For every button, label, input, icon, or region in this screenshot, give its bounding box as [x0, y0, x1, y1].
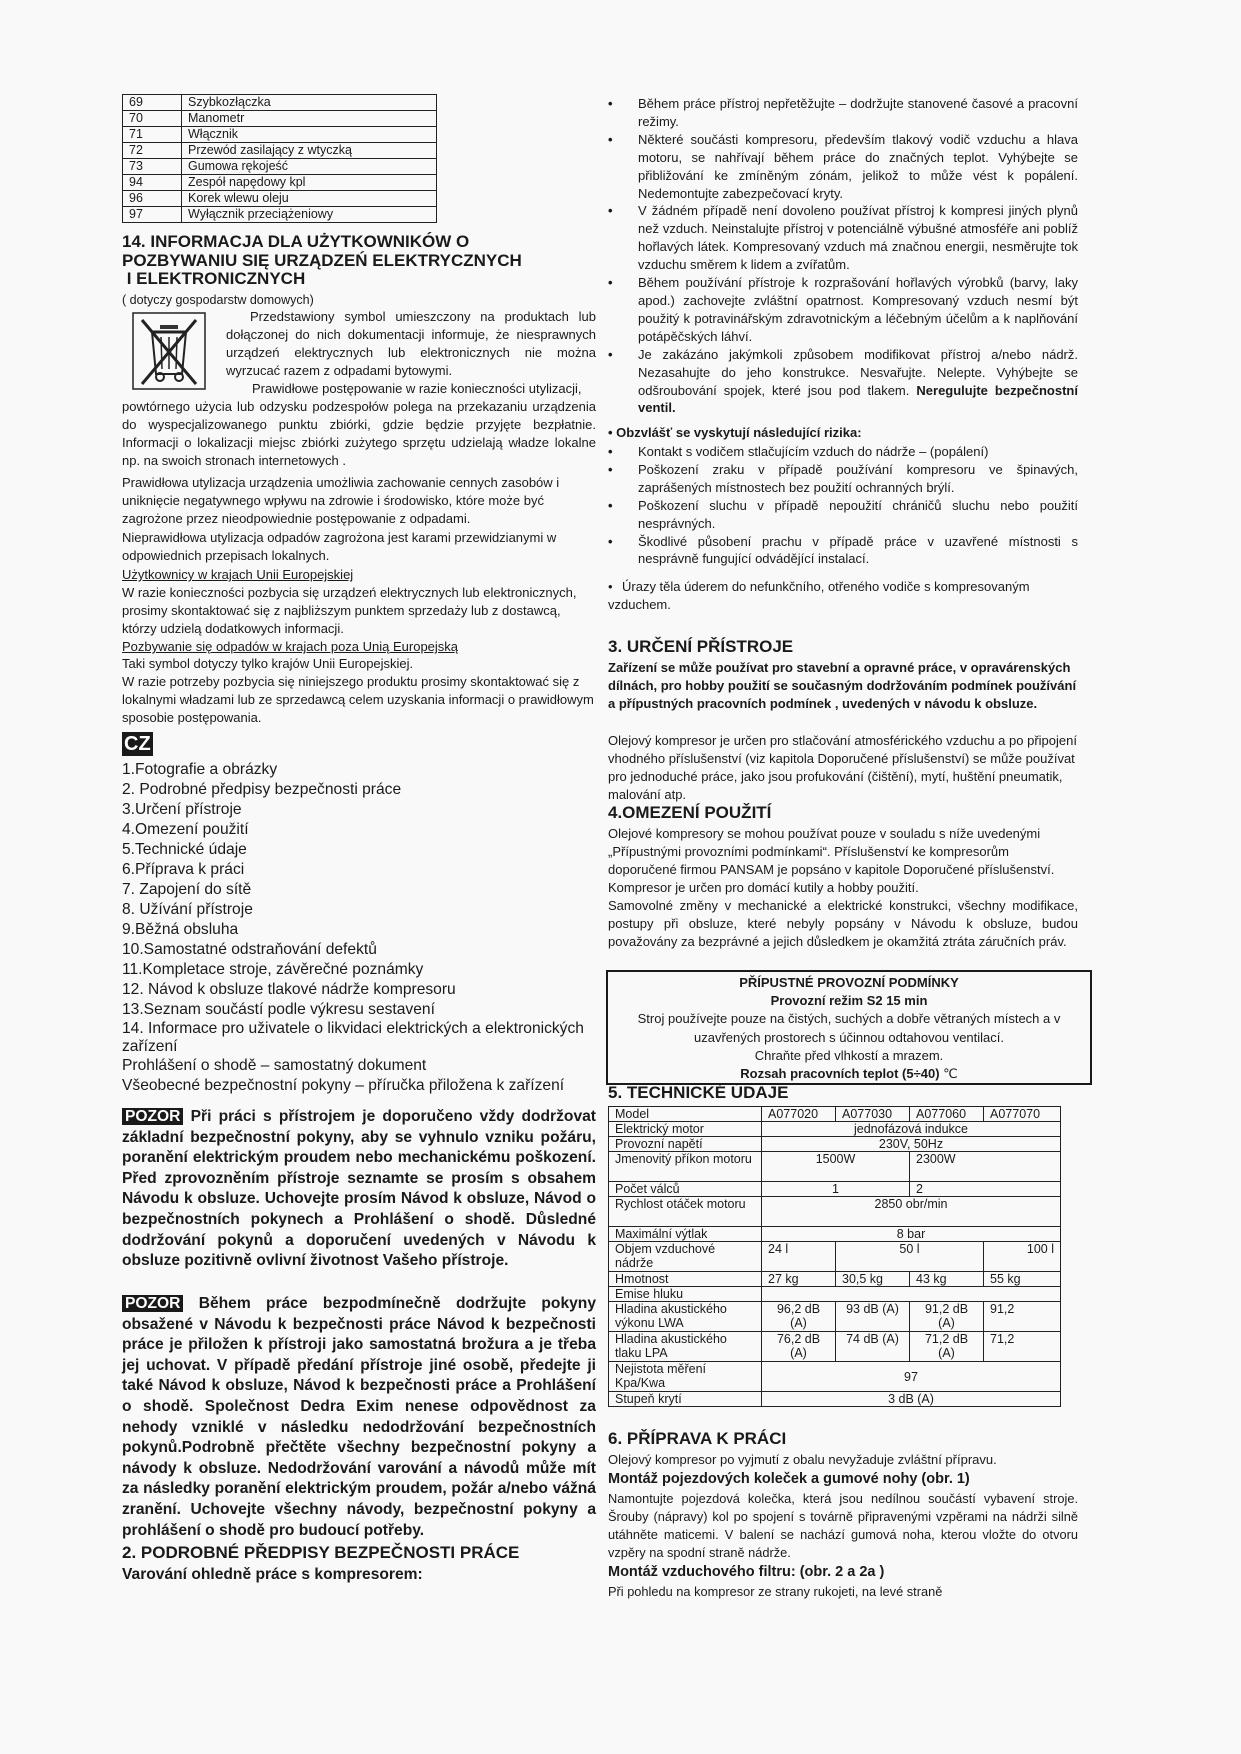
table-row [123, 159, 437, 175]
risk-bullets [608, 443, 1078, 568]
table-row [123, 175, 437, 191]
list-item: • V žádném případě není dovoleno používat přístroj k kompresi jiných plynů než vzduch. Neinstalujte přístroj v potenciálně výbušné atmosféře ani poblíž hořlavých látek. Kompresovaný vzduch má značnou energii, nesměrujte tok vzduchu směrem k lidem a zvířatům. [608, 202, 1078, 274]
sec6-sub2: Montáž vzduchového filtru: (obr. 2 a 2a ) [608, 1564, 885, 1580]
table-row: Model A077020 A077030 A077060 A077070 [609, 1107, 1061, 1122]
sec2-title: 2. PODROBNÉ PŘEDPISY BEZPEČNOSTI PRÁCE [122, 1543, 520, 1562]
table-row [123, 127, 437, 143]
pl-noneu-text2: W razie potrzeby pozbycia się niniejszego produktu prosimy skontaktować się z lokalnymi władzami lub ze sprzedawcą celem uzyskania informacji o prawidłowym sposobie postępowania. [122, 674, 594, 725]
table-row: Hmotnost 27 kg 30,5 kg 43 kg 55 kg [609, 1272, 1061, 1287]
toc-item: 4.Omezení použití [122, 821, 249, 838]
sec6-sub1: Montáž pojezdových koleček a gumové nohy (obr. 1) [608, 1471, 970, 1487]
pozor-tag: POZOR [122, 1108, 183, 1125]
toc-item: 2. Podrobné předpisy bezpečnosti práce [122, 781, 402, 798]
table-row: Emise hluku [609, 1287, 1061, 1302]
part-number: 72 [123, 143, 182, 159]
list-item: • Kontakt s vodičem stlačujícím vzduch do nádrže – (popálení) [608, 443, 1078, 461]
part-name: Korek wlewu oleju [182, 191, 437, 207]
table-row [123, 191, 437, 207]
toc-item: 12. Návod k obsluze tlakové nádrže kompresoru [122, 981, 456, 998]
risks-title: • Obzvlášť se vyskytují následující rizika: [608, 425, 862, 440]
part-number: 70 [123, 111, 182, 127]
pozor-warning-1: POZOR Při práci s přístrojem je doporučeno vždy dodržovat základní bezpečnostní pokyny, aby se vyhnulo vzniku požáru, poranění elektrickým proudem nebo mechanickému poškození. Před zprovozněním přístroje seznamte se prosím s obsahem Návodu k obsluze. Uchovejte prosím Návod k obsluze, Návod o bezpečnostních pokynech a Prohlášení o shodě. Důsledné dodržování pokynů a doporučení uvedených v Návodu k obsluze pozitivně ovlivní životnost Vašeho přístroje. [122, 1108, 596, 1270]
table-row: Hladina akustického tlaku LPA 76,2 dB (A) 74 dB (A) 71,2 dB (A) 71,2 [609, 1332, 1061, 1362]
toc-item: 5.Technické údaje [122, 841, 247, 858]
conditions-box: PŘÍPUSTNÉ PROVOZNÍ PODMÍNKY Provozní režim S2 15 min Stroj používejte pouze na čistých, suchých a dobře větraných místech a v uzavřených prostorech s účinnou odtahovou ventilací. Chraňte před vlhkostí a mrazem. Rozsah pracovních teplot (5÷40) ℃ [606, 970, 1092, 1085]
part-number: 69 [123, 95, 182, 111]
pozor-warning-2: POZOR Během práce bezpodmínečně dodržujte pokyny obsažené v Návodu k bezpečnosti práce Návod k bezpečnosti práce je přiložen k přístroji jako samostatná brožura a je třeba jej uchovat. V případě předání přístroje jiné osobě, předejte ji také Návod k obsluze, Návod k bezpečnosti práce a Prohlášení o shodě. Společnost Dedra Exim nenese odpovědnost za nehody vzniklé v následku nedodržování bezpečnostních pokynů.Podrobně přečtěte všechny bezpečnostní pokyny a návody k obsluze. Nedodržování varování a návodů může mít za následky poranění elektrickým proudem, požár a/nebo vážná zranění. Uchovejte všechny návody, bezpečnostní pokyny a prohlášení o shodě pro budoucí potřeby. [122, 1295, 596, 1539]
sec4-title: 4.OMEZENÍ POUŽITÍ [608, 803, 772, 822]
sec4-p1: Olejové kompresory se mohou používat pouze v souladu s níže uvedenými „Přípustnými provozními podmínkami“. Příslušenství ke kompresorům doporučené firmou PANSAM je popsáno v kapitole Doporučené příslušenství. Kompresor je určen pro domácí kutily a hobby použití. [608, 826, 1055, 895]
pl-eu-text: W razie konieczności pozbycia się urządzeń elektrycznych lub elektronicznych, prosimy skontaktować się z najbliższym punktem sprzedaży lub z dostawcą, którzy udzielą dodatkowych informacji. [122, 585, 577, 636]
risk-last: • Úrazy těla úderem do nefunkčního, otřeného vodiče s kompresovaným vzduchem. [608, 579, 1030, 612]
toc-item: Prohlášení o shodě – samostatný dokument [122, 1057, 427, 1074]
safety-bullets [608, 95, 1078, 417]
part-number: 71 [123, 127, 182, 143]
sec3-text: Olejový kompresor je určen pro stlačování atmosférického vzduchu a po připojení vhodného příslušenství (viz kapitola Doporučené příslušenství) se může používat pro jednoduché práce, jako jsou profukování (čištění), mytí, huštění pneumatik, malování atp. [608, 733, 1077, 802]
toc-item: 3.Určení přístroje [122, 801, 242, 818]
toc-item: 11.Kompletace stroje, závěrečné poznámky [122, 961, 424, 978]
list-item: • Je zakázáno jakýmkoli způsobem modifikovat přístroj a/nebo nádrž. Nezasahujte do jeho konstrukce. Nesvařujte. Nelepte. Vyhýbejte se odšroubování spojek, které jsou pod tlakem. Neregulujte bezpečnostní ventil. [608, 346, 1078, 418]
pl-noneu-text1: Taki symbol dotyczy tylko krajów Unii Europejskiej. [122, 656, 414, 671]
part-number: 73 [123, 159, 182, 175]
toc-item: Všeobecné bezpečnostní pokyny – příručka přiložena k zařízení [122, 1077, 565, 1094]
table-row [123, 207, 437, 223]
part-number: 94 [123, 175, 182, 191]
pl-p1-start: Prawidłowe postępowanie w razie konieczności utylizacji, [252, 381, 582, 396]
part-name: Włącznik [182, 127, 437, 143]
sec6-title: 6. PŘÍPRAVA K PRÁCI [608, 1429, 787, 1448]
left-column [122, 0, 596, 1754]
toc [122, 760, 596, 1096]
part-name: Przewód zasilający z wtyczką [182, 143, 437, 159]
sec4-p2: Samovolné změny v mechanické a elektrické konstrukci, všechny modifikace, postupy při obsluze, které nebyly popsány v Návodu k obsluze, budou považovány za bezprávné a jejich důsledkem je okamžitá ztráta záručních práv. [608, 898, 1078, 949]
pl-heading: 14. INFORMACJA DLA UŻYTKOWNIKÓW O POZBYWANIU SIĘ URZĄDZEŃ ELEKTRYCZNYCH I ELEKTRONICZNYCH [122, 232, 522, 289]
sec3-title: 3. URČENÍ PŘÍSTROJE [608, 637, 794, 656]
pl-scope: ( dotyczy gospodarstw domowych) [122, 293, 314, 307]
sec3-bold: Zařízení se může používat pro stavební a opravné práce, v opravárenských dílnách, pro hobby použití se současným dodržováním podmínek používání a přípustných pracovních podmínek , uvedených v návodu k obsluze. [608, 660, 1077, 711]
part-number: 96 [123, 191, 182, 207]
pl-eu-title: Użytkownicy w krajach Unii Europejskiej [122, 567, 354, 582]
pl-noneu-title: Pozbywanie się odpadów w krajach poza Unią Europejską [122, 639, 459, 654]
part-name: Szybkozłączka [182, 95, 437, 111]
parts-table [122, 94, 437, 223]
sec6-p3: Při pohledu na kompresor ze strany rukojeti, na levé straně [608, 1584, 943, 1599]
table-row: Nejistota měření Kpa/Kwa 97 [609, 1362, 1061, 1392]
part-number: 97 [123, 207, 182, 223]
sec5-title: 5. TECHNICKÉ ÚDAJE [608, 1083, 789, 1102]
table-row: Maximální výtlak 8 bar [609, 1227, 1061, 1242]
list-item: • Škodlivé působení prachu v případě práce v uzavřené místnosti s nesprávně fungující odvádějící instalací. [608, 533, 1078, 569]
toc-item: 6.Příprava k práci [122, 861, 245, 878]
table-row: Objem vzduchové nádrže 24 l 50 l 100 l [609, 1242, 1061, 1272]
toc-item: 1.Fotografie a obrázky [122, 761, 278, 778]
toc-item: 13.Seznam součástí podle výkresu sestavení [122, 1001, 435, 1018]
list-item: • Poškození zraku v případě používání kompresoru ve špinavých, zaprášených místnostech bez použití ochranných brýlí. [608, 461, 1078, 497]
table-row: Jmenovitý příkon motoru 1500W 2300W [609, 1152, 1061, 1182]
sec6-p2: Namontujte pojezdová kolečka, která jsou nedílnou součástí vybavení stroje. Šrouby (nápravy) kol po spojení s továrně připravenými vzpěrami na nádrži silně utáhněte maticemi. V balení se nachází gumová noha, kterou vložte do otvoru vzpěry na spodní straně nádrže. [608, 1491, 1078, 1560]
part-name: Gumowa rękojeść [182, 159, 437, 175]
pl-p1-rest: powtórnego użycia lub odzysku podzespołów polega na przekazaniu urządzenia do wyspecjalizowanego punktu zbiórki, gdzie będzie przyjęte bezpłatnie. Informacji o lokalizacji miejsc zbiórki zużytego sprzętu udzielają władze lokalne np. na swoich stronach internetowych . [122, 399, 596, 468]
table-row [123, 111, 437, 127]
cz-label: CZ [124, 733, 151, 755]
list-item: • Poškození sluchu v případě nepoužití chráničů sluchu nebo použití nesprávných. [608, 497, 1078, 533]
toc-item: 10.Samostatné odstraňování defektů [122, 941, 377, 958]
pl-symbol-text: Przedstawiony symbol umieszczony na produktach lub dołączonej do nich dokumentacji informuje, że niesprawnych urządzeń elektrycznych lub elektronicznych nie można wyrzucać razem z odpadami bytowymi. [226, 309, 596, 378]
right-column [608, 0, 1078, 1754]
table-row [123, 143, 437, 159]
weee-bin-icon [132, 312, 206, 390]
toc-item: 8. Užívání přístroje [122, 901, 253, 918]
list-item: • Některé součásti kompresoru, především tlakový vodič vzduchu a hlava motoru, se nahřívají během práce do značných teplot. Vyhýbejte se přibližování ke zmíněným zónám, jelikož to může vést k popálení. Nedemontujte zabezpečovací kryty. [608, 131, 1078, 203]
pozor-tag: POZOR [122, 1295, 183, 1312]
table-row: Hladina akustického výkonu LWA 96,2 dB (A) 93 dB (A) 91,2 dB (A) 91,2 [609, 1302, 1061, 1332]
table-row: Rychlost otáček motoru 2850 obr/min [609, 1197, 1061, 1227]
table-row: Stupeň krytí 3 dB (A) [609, 1392, 1061, 1407]
part-name: Manometr [182, 111, 437, 127]
sec6-p1: Olejový kompresor po vyjmutí z obalu nevyžaduje zvláštní přípravu. [608, 1452, 997, 1467]
toc-item: 7. Zapojení do sítě [122, 881, 252, 898]
pl-p3: Nieprawidłowa utylizacja odpadów zagrożona jest karami przewidzianymi w odpowiednich przepisach lokalnych. [122, 530, 557, 563]
spec-table [608, 1106, 1061, 1407]
part-name: Wyłącznik przeciążeniowy [182, 207, 437, 223]
table-row: Elektrický motor jednofázová indukce [609, 1122, 1061, 1137]
pl-p2: Prawidłowa utylizacja urządzenia umożliwia zachowanie cennych zasobów i uniknięcie negatywnego wpływu na zdrowie i środowisko, które może być zagrożone przez nieodpowiednie postępowanie z odpadami. [122, 475, 560, 526]
toc-item: 14. Informace pro uživatele o likvidaci elektrických a elektronických zařízení [122, 1020, 584, 1055]
part-name: Zespół napędowy kpl [182, 175, 437, 191]
toc-item: 9.Běžná obsluha [122, 921, 239, 938]
list-item: • Během používání přístroje k rozprašování hořlavých výrobků (barvy, laky apod.) zachovejte zvláštní opatrnost. Kompresovaný vzduch nesmí být použitý k potravinářským zdravotnickým a léčebným účelům a k naplňování potápěčských láhví. [608, 274, 1078, 346]
table-row: Počet válců 1 2 [609, 1182, 1061, 1197]
list-item: • Během práce přístroj nepřetěžujte – dodržujte stanovené časové a pracovní režimy. [608, 95, 1078, 131]
table-row: Provozní napětí 230V, 50Hz [609, 1137, 1061, 1152]
sec2-subtitle: Varování ohledně práce s kompresorem: [122, 1566, 423, 1583]
table-row [123, 95, 437, 111]
